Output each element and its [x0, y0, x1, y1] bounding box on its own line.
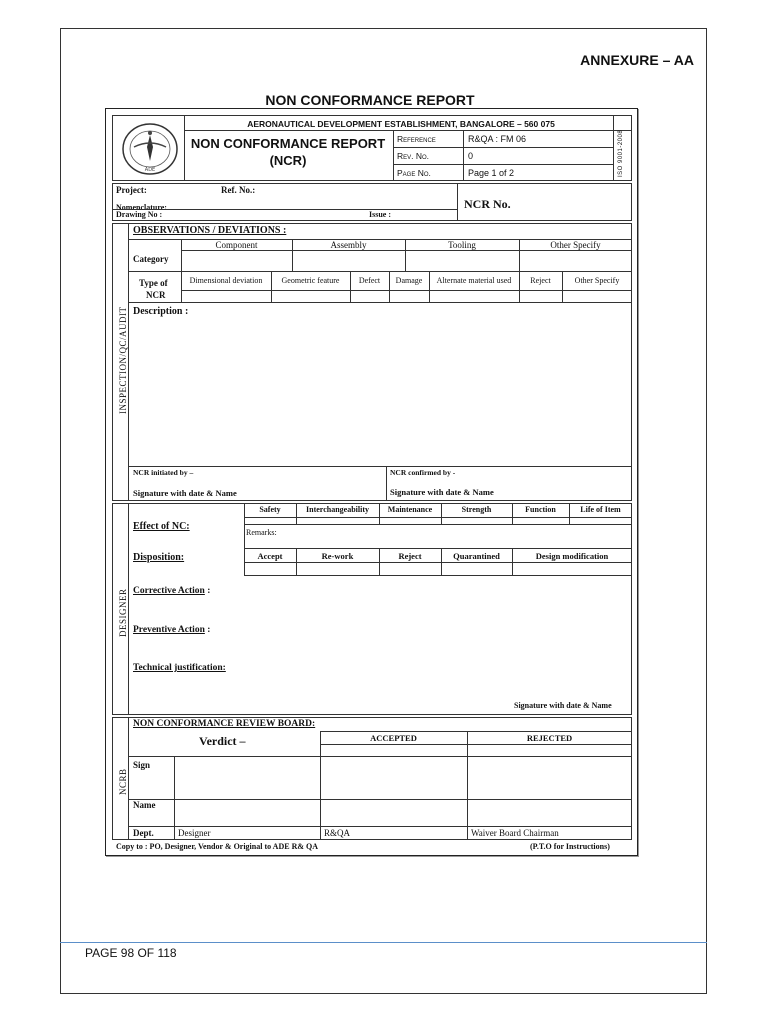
effect-strength: Strength [461, 505, 492, 514]
effect-maintenance: Maintenance [387, 505, 433, 514]
ncrb-side-label: NCRB [118, 768, 128, 795]
corrective-action-label: Corrective Action : [133, 586, 211, 596]
sign-label: Sign [133, 760, 151, 770]
iso-label: ISO 9001-2008 [618, 129, 624, 177]
ncrb-heading: NON CONFORMANCE REVIEW BOARD: [133, 719, 316, 729]
effect-label: Effect of NC: [133, 521, 190, 532]
reference-label: Reference [397, 134, 436, 144]
drawing-no-label: Drawing No : [116, 210, 163, 219]
type-defect: Defect [358, 276, 381, 285]
svg-text:ADE: ADE [144, 167, 156, 173]
verdict-label: Verdict – [199, 734, 246, 748]
effect-life-of-item: Life of Item [580, 505, 621, 514]
type-other: Other Specify [574, 276, 620, 285]
type-label-1: Type of [139, 278, 168, 288]
dept-rqa: R&QA [324, 828, 351, 838]
dept-waiver-board: Waiver Board Chairman [471, 828, 559, 838]
effect-function: Function [525, 505, 556, 514]
type-alternate-material: Alternate material used [436, 276, 512, 285]
form-title-line1: NON CONFORMANCE REPORT [190, 136, 386, 151]
preventive-action-label: Preventive Action : [133, 625, 211, 635]
nomenclature-label: Nomenclature: [116, 204, 167, 209]
establishment-name: AERONAUTICAL DEVELOPMENT ESTABLISHMENT, BANGALORE – 560 075 [247, 119, 555, 129]
designer-signature: Signature with date & Name [514, 701, 612, 710]
category-other: Other Specify [550, 240, 601, 250]
ncr-form [105, 108, 638, 856]
footer-page-number: PAGE 98 OF 118 [85, 946, 177, 960]
disposition-reject: Reject [398, 551, 422, 561]
copy-to-line: Copy to : PO, Designer, Vendor & Original to ADE R& QA [116, 842, 319, 851]
designer-section [112, 503, 632, 715]
observations-heading: OBSERVATIONS / DEVIATIONS : [133, 225, 287, 236]
type-dimensional: Dimensional deviation [189, 276, 263, 285]
type-geometric: Geometric feature [281, 276, 340, 285]
rev-value: 0 [468, 151, 474, 161]
category-assembly: Assembly [330, 240, 367, 250]
disposition-label: Disposition: [133, 552, 185, 563]
rejected-label: REJECTED [526, 733, 573, 743]
name-label: Name [133, 800, 156, 810]
category-label: Category [133, 254, 169, 264]
project-label: Project: [116, 185, 147, 195]
confirmed-signature: Signature with date & Name [390, 487, 494, 497]
ade-emblem-icon [120, 121, 180, 177]
disposition-design-modification: Design modification [535, 551, 609, 561]
disposition-quarantined: Quarantined [453, 551, 500, 561]
dept-label: Dept. [133, 828, 154, 838]
designer-side-label: DESIGNER [118, 588, 128, 637]
initiated-by-label: NCR initiated by – [133, 468, 194, 477]
type-damage: Damage [395, 276, 423, 285]
form-title-line2: (NCR) [269, 153, 307, 168]
description-label: Description : [133, 306, 189, 317]
annexure-label: ANNEXURE – AA [580, 52, 694, 68]
reference-value: R&QA : FM 06 [468, 134, 527, 144]
accepted-label: ACCEPTED [370, 733, 417, 743]
category-component: Component [215, 240, 258, 250]
category-tooling: Tooling [448, 240, 476, 250]
pto-note: (P.T.O for Instructions) [530, 842, 610, 851]
rev-label: Rev. No. [397, 151, 430, 161]
disposition-accept: Accept [257, 551, 283, 561]
dept-designer: Designer [178, 828, 211, 838]
inspection-side-label: INSPECTION/QC/AUDIT [118, 306, 128, 414]
initiated-signature: Signature with date & Name [133, 488, 237, 498]
technical-justification-label: Technical justification: [133, 663, 226, 673]
remarks-label: Remarks: [246, 528, 277, 537]
disposition-rework: Re-work [321, 551, 354, 561]
page-no-label: Page No. [397, 168, 431, 178]
page-no-value: Page 1 of 2 [468, 168, 515, 178]
type-reject: Reject [530, 276, 551, 285]
ref-no-label: Ref. No.: [221, 185, 256, 195]
issue-label: Issue : [369, 210, 392, 219]
type-label-2: NCR [146, 290, 166, 300]
confirmed-by-label: NCR confirmed by - [390, 468, 456, 477]
effect-interchangeability: Interchangeability [306, 505, 369, 514]
inspection-section [112, 223, 632, 501]
ade-emblem [120, 121, 180, 182]
effect-safety: Safety [259, 505, 281, 514]
page-title: NON CONFORMANCE REPORT [265, 92, 475, 108]
footer-divider [60, 942, 707, 943]
ncr-no-label: NCR No. [464, 197, 511, 211]
